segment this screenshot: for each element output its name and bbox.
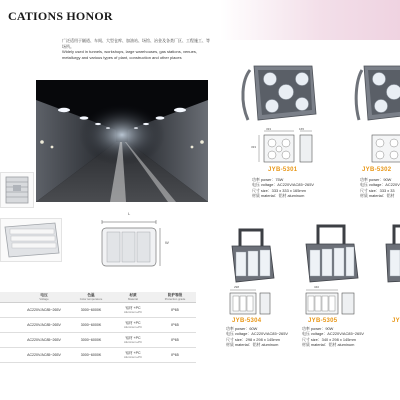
dimension-drawing <box>98 218 168 270</box>
application-intro <box>62 38 212 60</box>
product-image-5305 <box>302 222 360 284</box>
product-image-5304 <box>226 226 276 284</box>
dim-width-5305: 340 <box>314 285 320 289</box>
lamp-photo-wide <box>0 218 62 262</box>
spec-power-5302: 功率 power：90W <box>360 177 392 182</box>
spec-voltage-5302: 电压 voltage：AC220V <box>360 182 400 188</box>
spec-size-5304: 尺寸 size：298 x 298 x 145mm <box>226 336 280 342</box>
table-row: AC220V/AC85~265V 3000~6000K 铝材 +PC Aluminum+PC IP65 <box>0 303 196 318</box>
product-drawing-5302 <box>368 128 400 164</box>
spec-material-5301: 材质 material：铝材 aluminum <box>252 193 305 199</box>
spec-material-5304: 材质 material：铝材 aluminum <box>226 342 279 348</box>
spec-block-5304 <box>226 326 288 348</box>
model-name-5304: JYB-5304 <box>232 318 262 324</box>
product-image-5302 <box>354 62 400 124</box>
table-header-cct: 色温 Color temperature <box>70 292 112 303</box>
spec-voltage-5305: 电压 voltage：AC220V/AC85~265V <box>302 331 364 337</box>
spec-table <box>0 292 196 363</box>
model-name-5305: JYB-5305 <box>308 318 338 324</box>
spec-material-5302: 材质 material：铝材 <box>360 193 395 199</box>
spec-power-5304: 功率 power：60W <box>226 326 258 331</box>
dim-side-5301: 333 <box>251 145 257 149</box>
intro-en: Widely used in tunnels, workshops, large warehouses, gas stations, venues, metallurgy and various types of plant, construction and other places <box>62 49 197 60</box>
spec-voltage-5304: 电压 voltage：AC220V/AC85~265V <box>226 331 288 337</box>
spec-power-5305: 功率 power：90W <box>302 326 334 331</box>
spec-power-5301: 功率 power：75W <box>252 177 284 182</box>
spec-size-5301: 尺寸 size：333 x 333 x 165mm <box>252 187 306 193</box>
intro-cn: 广泛适用于隧道、车间、大型仓库、加油站、场馆、冶金及各类厂区、工程施工、等场所。 <box>62 38 210 49</box>
product-drawing-5305 <box>302 288 358 316</box>
spec-table-header <box>0 292 196 303</box>
spec-block-5305 <box>302 326 364 348</box>
spec-size-5305: 尺寸 size：340 x 298 x 145mm <box>302 336 356 342</box>
tunnel-illustration <box>36 80 208 202</box>
dim-height-5301: 165 <box>299 127 305 131</box>
model-name-5301: JYB-5301 <box>268 167 298 173</box>
table-header-grade: 防护等级 Protection grade <box>154 292 196 303</box>
table-row: AC220V/AC85~265V 3000~6000K 铝材 +PC Aluminum+PC IP65 <box>0 318 196 333</box>
table-header-material: 材质 Material <box>112 292 154 303</box>
spec-block-5302 <box>360 177 400 199</box>
product-image-5301 <box>240 62 318 124</box>
product-drawing-5301 <box>254 128 320 164</box>
dimension-length-label: L <box>128 211 131 216</box>
spec-size-5302: 尺寸 size：333 x 33 <box>360 187 395 193</box>
lamp-photo-small <box>0 172 34 208</box>
tunnel-photo <box>36 80 208 202</box>
dimension-width-label: W <box>165 240 169 245</box>
table-row: AC220V/AC85~265V 3000~6000K 铝材 +PC Aluminum+PC IP65 <box>0 333 196 348</box>
table-header-blank <box>0 292 18 303</box>
dim-width-5304: 298 <box>234 285 240 289</box>
table-header-voltage: 电压 Voltage <box>18 292 70 303</box>
spec-material-5305: 材质 material：铝材 aluminum <box>302 342 355 348</box>
dim-width-5301: 333 <box>266 127 272 131</box>
product-image-5306 <box>384 222 400 284</box>
model-name-5306: JY <box>392 318 400 324</box>
table-row: AC220V/AC85~265V 3000~6000K 铝材 +PC Aluminum+PC IP65 <box>0 348 196 363</box>
page-heading: CATIONS HONOR <box>8 9 113 23</box>
spec-block-5301 <box>252 177 314 199</box>
model-name-5302: JYB-5302 <box>362 167 392 173</box>
product-drawing-5304 <box>226 288 274 316</box>
spec-voltage-5301: 电压 voltage：AC220V/AC85~265V <box>252 182 314 188</box>
